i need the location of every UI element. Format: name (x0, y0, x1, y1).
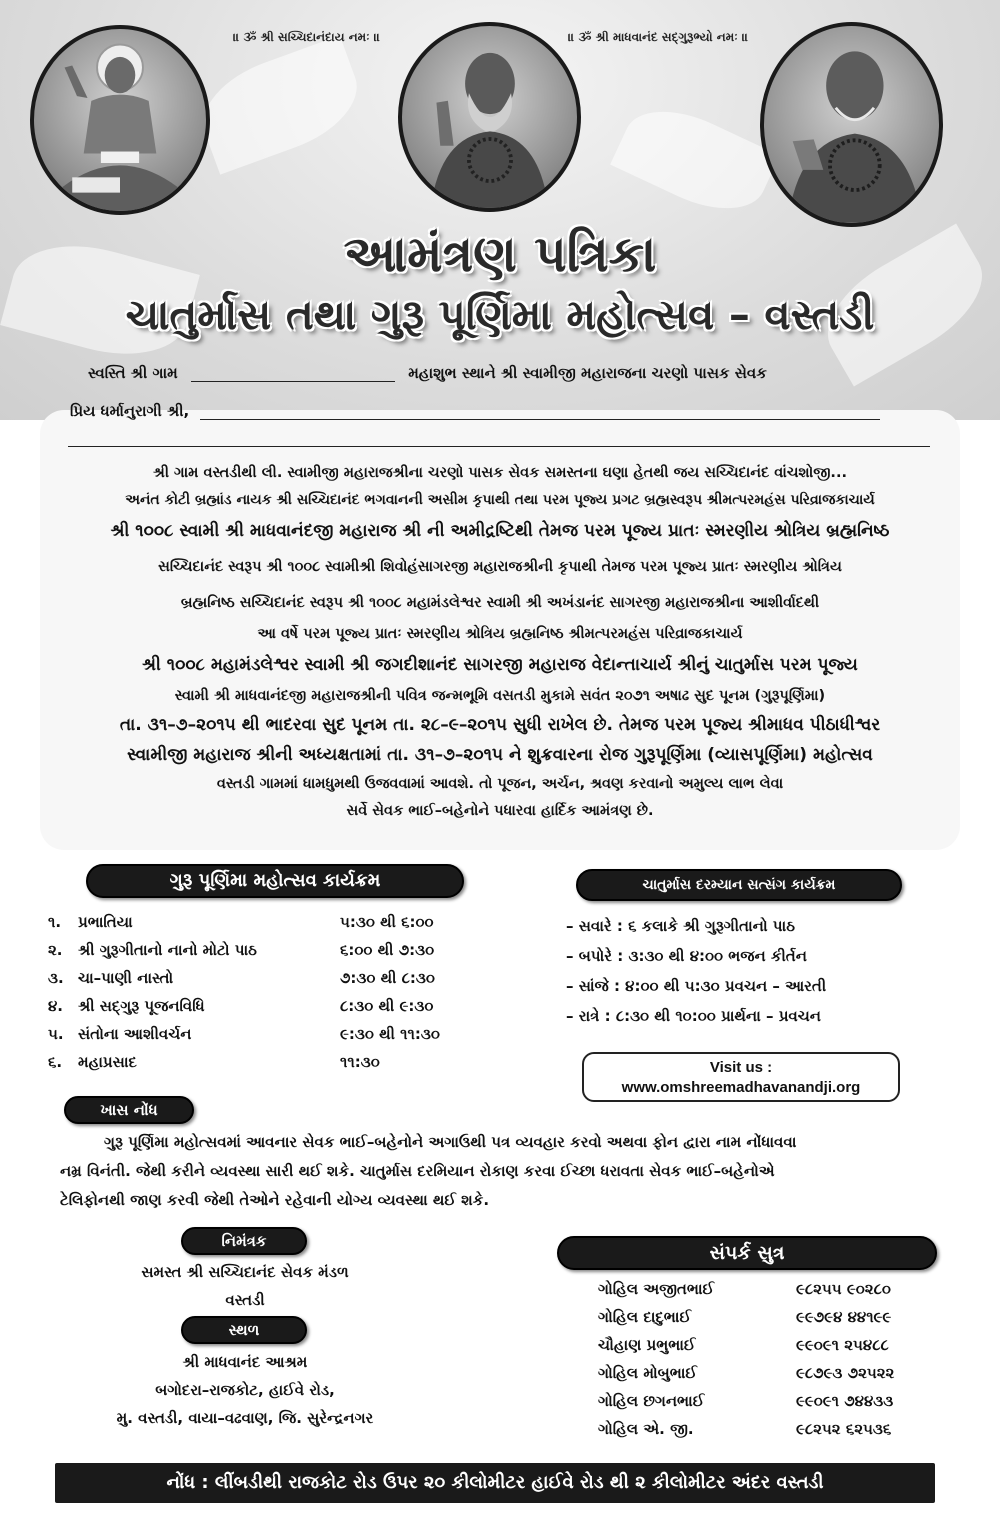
invitation-line: શ્રી ૧૦૦૮ મહામંડલેશ્વર સ્વામી શ્રી જગદીશાનંદ સાગરજી મહારાજ વેદાન્તાચાર્ય શ્રીનું ચાતુર્માસ પરમ પૂજ્ય (142, 655, 858, 676)
invitation-line: વસ્તડી ગામમાં ધામધુમથી ઉજવવામાં આવશે. તો પૂજન, અર્ચન, શ્રવણ કરવાનો અમુલ્ય લાભ લેવા (216, 776, 784, 793)
contact-phone[interactable]: ૯૮૨૫૨ ૬૨૫૩૬ (796, 1420, 892, 1438)
special-note-text (60, 1128, 960, 1215)
contact-phone[interactable]: ૯૯૦૯૧ ૨૫૪૮૮ (796, 1336, 889, 1354)
program-num: ૧. (48, 913, 62, 931)
satsang-row: – સવારે : ૬ કલાકે શ્રી ગુરૂગીતાનો પાઠ (566, 917, 795, 935)
venue-heading: સ્થળ (181, 1316, 307, 1344)
portrait-sachchidanand (30, 25, 210, 215)
mantra-right: ॥ ૐ શ્રી માધવાનંદ સદ્ગુરૂભ્યો નમઃ ॥ (568, 30, 749, 44)
village-blank (191, 366, 395, 382)
contact-name: ગોહિલ દાદુભાઈ (598, 1308, 692, 1326)
program-num: ૫. (48, 1025, 64, 1043)
guru-purnima-program-heading: ગુરૂ પૂર્ણિમા મહોત્સવ કાર્યક્રમ (86, 864, 464, 898)
priya-label: પ્રિય ધર્માનુરાગી શ્રી, (70, 402, 190, 420)
program-title: પ્રભાતિયા (78, 913, 133, 931)
contact-phone[interactable]: ૯૮૭૯૩ ૭૨૫૨૨ (796, 1364, 895, 1382)
satsang-row: – રાત્રે : ૮:૩૦ થી ૧૦:૦૦ પ્રાર્થના – પ્રવચન (566, 1007, 821, 1025)
page-subtitle: ચાતુર્માસ તથા ગુરૂ પૂર્ણિમા મહોત્સવ – વસ્તડી (125, 290, 875, 339)
program-time: ૯:૩૦ થી ૧૧:૩૦ (340, 1025, 440, 1043)
host-block (60, 1258, 430, 1314)
visit-label: Visit us : (709, 1059, 773, 1076)
guru-portrait-icon (402, 26, 577, 208)
program-time: ૧૧:૩૦ (340, 1053, 380, 1071)
invitation-line: સ્વામીજી મહારાજ શ્રીની અધ્યક્ષતામાં તા. ૩૧–૭–૨૦૧૫ ને શુક્રવારના રોજ ગુરૂપૂર્ણિમા (વ્યાસપૂર્ણિમા) મહોત્સવ (127, 745, 873, 766)
contact-name: ગોહિલ છગનભાઈ (598, 1392, 705, 1410)
satsang-program-heading: ચાતુર્માસ દરમ્યાન સત્સંગ કાર્યક્રમ (576, 869, 902, 901)
page-title: આમંત્રણ પત્રિકા (343, 225, 657, 283)
program-num: ૨. (48, 941, 63, 959)
portrait-madhavanand (398, 22, 581, 212)
swasti-label: સ્વસ્તિ શ્રી ગામ (88, 364, 178, 382)
note-line: નમ્ર વિનંતી. જેથી કરીને વ્યવસ્થા સારી થઈ શકે. ચાતુર્માસ દરમિયાન રોકાણ કરવા ઈચ્છા ધરાવતા સેવક ભાઈ–બહેનોએ (60, 1162, 775, 1180)
contact-name: ચૌહાણ પ્રભુભાઈ (598, 1336, 696, 1354)
program-num: ૬. (48, 1053, 63, 1071)
program-time: ૭:૩૦ થી ૮:૩૦ (340, 969, 435, 987)
program-title: ચા–પાણી નાસ્તો (78, 969, 174, 987)
host-village: વસ્તડી (225, 1291, 265, 1309)
invitation-line: તા. ૩૧–૭–૨૦૧૫ થી ભાદરવા સુદ પૂનમ તા. ૨૮–૯–૨૦૧૫ સુધી રાખેલ છે. તેમજ પરમ પૂજ્ય શ્રીમાધવ પીઠાધીશ્વર (119, 715, 881, 736)
host-name: સમસ્ત શ્રી સચ્ચિદાનંદ સેવક મંડળ (141, 1263, 349, 1281)
invitation-text (40, 460, 960, 824)
note-line: ટેલિફોનથી જાણ કરવી જેથી તેઓને રહેવાની યોગ્ય વ્યવસ્થા થઈ શકે. (60, 1191, 490, 1209)
contact-name: ગોહિલ એ. જી. (598, 1420, 694, 1438)
program-title: સંતોના આશીવર્ચન (78, 1025, 192, 1043)
venue-name: શ્રી માધવાનંદ આશ્રમ (182, 1353, 308, 1371)
mahashubh-label: મહાશુભ સ્થાને શ્રી સ્વામીજી મહારાજના ચરણો પાસક સેવક (408, 364, 767, 382)
invitation-line: સચ્ચિદાનંદ સ્વરૂપ શ્રી ૧૦૦૮ સ્વામીશ્રી શિવોહંસાગરજી મહારાજશ્રીની કૃપાથી તેમજ પરમ પૂજ્ય પ્રાતઃ સ્મરણીય શ્રોત્રિય (158, 559, 842, 576)
website-link[interactable]: www.omshreemadhavanandji.org (621, 1079, 861, 1096)
program-time: ૫:૩૦ થી ૬:૦૦ (340, 913, 434, 931)
invitation-line: આ વર્ષે પરમ પૂજ્ય પ્રાતઃ સ્મરણીય શ્રોત્રિય બ્રહ્મનિષ્ઠ શ્રીમત્પરમહંસ પરિવ્રાજકાચાર્ય (257, 626, 743, 643)
portrait-jagdishanand (760, 22, 943, 227)
program-title: શ્રી ગુરૂગીતાનો નાનો મોટો પાઠ (78, 941, 257, 959)
name-blank (200, 404, 880, 420)
program-title: મહાપ્રસાદ (78, 1053, 137, 1071)
priya-line (70, 402, 880, 420)
mantra-left: ॥ ૐ શ્રી સચ્ચિદાનંદાય નમઃ ॥ (233, 30, 381, 44)
venue-road: બગોદરા–રાજકોટ, હાઈવે રોડ, (155, 1381, 335, 1399)
contact-name: ગોહિલ અજીતભાઈ (598, 1280, 715, 1298)
name-blank-2 (68, 446, 930, 447)
special-note-heading: ખાસ નોંધ (64, 1096, 194, 1124)
footer-note: નોંધ : લીંબડીથી રાજકોટ રોડ ઉપર ૨૦ કીલોમીટર હાઈવે રોડ થી ૨ કીલોમીટર અંદર વસ્તડી (55, 1463, 935, 1503)
satsang-row: – બપોરે : ૩:૩૦ થી ૪:૦૦ ભજન કીર્તન (566, 947, 807, 965)
invitation-line: સ્વામી શ્રી માધવાનંદજી મહારાજશ્રીની પવિત્ર જન્મભૂમિ વસતડી મુકામે સવંત ૨૦૭૧ અષાઢ સુદ પૂનમ (ગુરૂપૂર્ણિમા) (174, 688, 826, 705)
invitation-line: સર્વે સેવક ભાઈ–બહેનોને પધારવા હાર્દિક આમંત્રણ છે. (346, 803, 654, 820)
note-line: ગુરૂ પૂર્ણિમા મહોત્સવમાં આવનાર સેવક ભાઈ–બહેનોને અગાઉથી પત્ર વ્યવહાર કરવો અથવા ફોન દ્વારા નામ નોંધાવવા (104, 1133, 797, 1151)
contact-name: ગોહિલ મોબુભાઈ (598, 1364, 697, 1382)
invitation-line: બ્રહ્મનિષ્ઠ સચ્ચિદાનંદ સ્વરૂપ શ્રી ૧૦૦૮ મહામંડલેશ્વર સ્વામી શ્રી અખંડાનંદ સાગરજી મહારાજશ્રીના આશીર્વાદથી (180, 595, 820, 612)
invitation-line: અનંત કોટી બ્રહ્માંડ નાયક શ્રી સચ્ચિદાનંદ ભગવાનની અસીમ કૃપાથી તથા પરમ પૂજ્ય પ્રગટ બ્રહ્મસ્વરૂપ શ્રીમત્પરમહંસ પરિવ્રાજકાચાર્ય (125, 491, 875, 508)
program-num: ૪. (48, 997, 63, 1015)
seated-guru-icon (34, 29, 206, 211)
venue-block (60, 1348, 430, 1432)
satsang-row: – સાંજે : ૪:૦૦ થી ૫:૩૦ પ્રવચન – આરતી (566, 977, 827, 995)
venue-address: મુ. વસ્તડી, વાયા–વઢવાણ, જિ. સુરેન્દ્રનગર (116, 1409, 374, 1427)
program-num: ૩. (48, 969, 64, 987)
contact-phone[interactable]: ૯૯૦૯૧ ૭૪૪૩૩ (796, 1392, 894, 1410)
program-time: ૮:૩૦ થી ૯:૩૦ (340, 997, 434, 1015)
contacts-heading: સંપર્ક સુત્ર (557, 1236, 937, 1270)
contact-phone[interactable]: ૯૮૨૫૫ ૯૦૨૮૦ (796, 1280, 891, 1298)
host-heading: નિમંત્રક (181, 1227, 307, 1255)
contact-phone[interactable]: ૯૯૭૯૪ ૪૪૧૯૯ (796, 1308, 892, 1326)
invitation-line: શ્રી ગામ વસ્તડીથી લી. સ્વામીજી મહારાજશ્રીના ચરણો પાસક સેવક સમસ્તના ઘણા હેતથી જય સચ્ચિદાનંદ વાંચશોજી... (153, 465, 847, 481)
program-time: ૬:૦૦ થી ૭:૩૦ (340, 941, 435, 959)
guru-portrait-icon (764, 26, 939, 223)
salutation-line (88, 364, 767, 382)
website-box (582, 1052, 900, 1102)
program-title: શ્રી સદ્ગુરૂ પૂજનવિધિ (78, 997, 205, 1015)
invitation-line: શ્રી ૧૦૦૮ સ્વામી શ્રી માધવાનંદજી મહારાજ શ્રી ની અમીદ્રષ્ટિથી તેમજ પરમ પૂજ્ય પ્રાતઃ સ્મરણીય શ્રોત્રિય બ્રહ્મનિષ્ઠ (110, 521, 890, 542)
